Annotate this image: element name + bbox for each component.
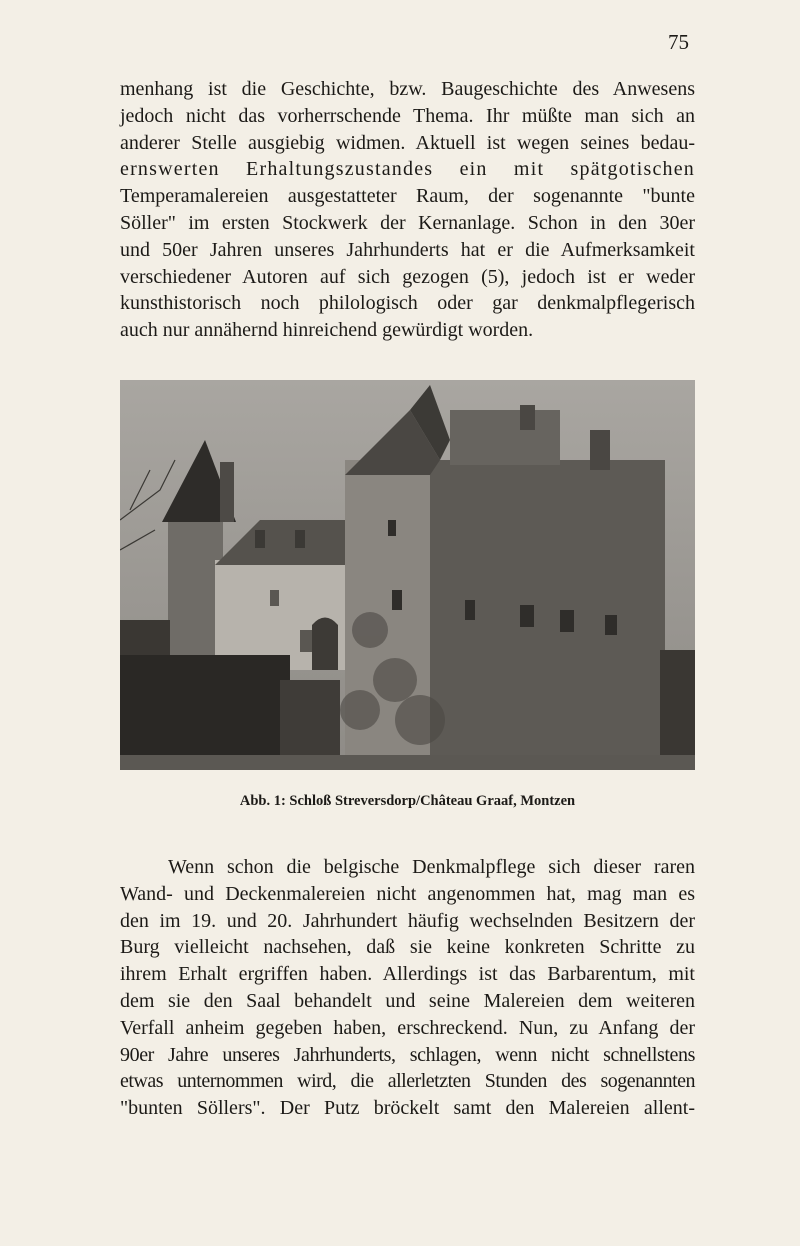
castle-photo xyxy=(120,380,695,770)
text-line: "bunten Söllers". Der Putz bröckelt samt den Malereien allent- xyxy=(120,1097,695,1120)
text-line: jedoch nicht das vorherrschende Thema. Ihr müßte man sich an xyxy=(120,104,695,127)
text-line: anderer Stelle ausgiebig widmen. Aktuell ist wegen seines bedau- xyxy=(120,131,695,154)
text-line: und 50er Jahren unseres Jahrhunderts hat er die Aufmerksamkeit xyxy=(120,238,695,261)
text-line: Burg vielleicht nachsehen, daß sie keine konkreten Schritte zu xyxy=(120,936,695,959)
text-line: auch nur annähernd hinreichend gewürdigt worden. xyxy=(120,319,534,342)
text-line: ihrem Erhalt ergriffen haben. Allerdings ist das Barbarentum, mit xyxy=(120,963,695,986)
text-line: Temperamalereien ausgestatteter Raum, der sogenannte "bunte xyxy=(120,185,695,208)
page-number: 75 xyxy=(668,30,689,54)
figure-caption: Abb. 1: Schloß Streversdorp/Château Graaf, Montzen xyxy=(239,793,576,809)
text-line: 90er Jahre unseres Jahrhunderts, schlagen, wenn nicht schnellstens xyxy=(120,1043,695,1066)
text-line: verschiedener Autoren auf sich gezogen (5), jedoch ist er weder xyxy=(120,265,695,288)
paragraph-2 xyxy=(120,854,695,1122)
text-line: Söller" im ersten Stockwerk der Kernanlage. Schon in den 30er xyxy=(120,211,695,234)
text-line: dem sie den Saal behandelt und seine Malereien dem weiteren xyxy=(120,989,695,1012)
text-line: den im 19. und 20. Jahrhundert häufig wechselnden Besitzern der xyxy=(120,909,695,932)
text-line: kunsthistorisch noch philologisch oder gar denkmalpflegerisch xyxy=(120,292,695,315)
text-line: Wand- und Deckenmalereien nicht angenommen hat, mag man es xyxy=(120,882,695,905)
text-line: Wenn schon die belgische Denkmalpflege sich dieser raren xyxy=(168,856,695,878)
paragraph-1 xyxy=(120,76,695,344)
text-line: Verfall anheim gegeben haben, erschreckend. Nun, zu Anfang der xyxy=(120,1016,695,1039)
text-line: menhang ist die Geschichte, bzw. Baugeschichte des Anwesens xyxy=(120,78,695,100)
text-line: etwas unternommen wird, die allerletzten Stunden des sogenannten xyxy=(120,1070,695,1093)
text-line: ernswerten Erhaltungszustandes ein mit spätgotischen xyxy=(120,158,695,181)
